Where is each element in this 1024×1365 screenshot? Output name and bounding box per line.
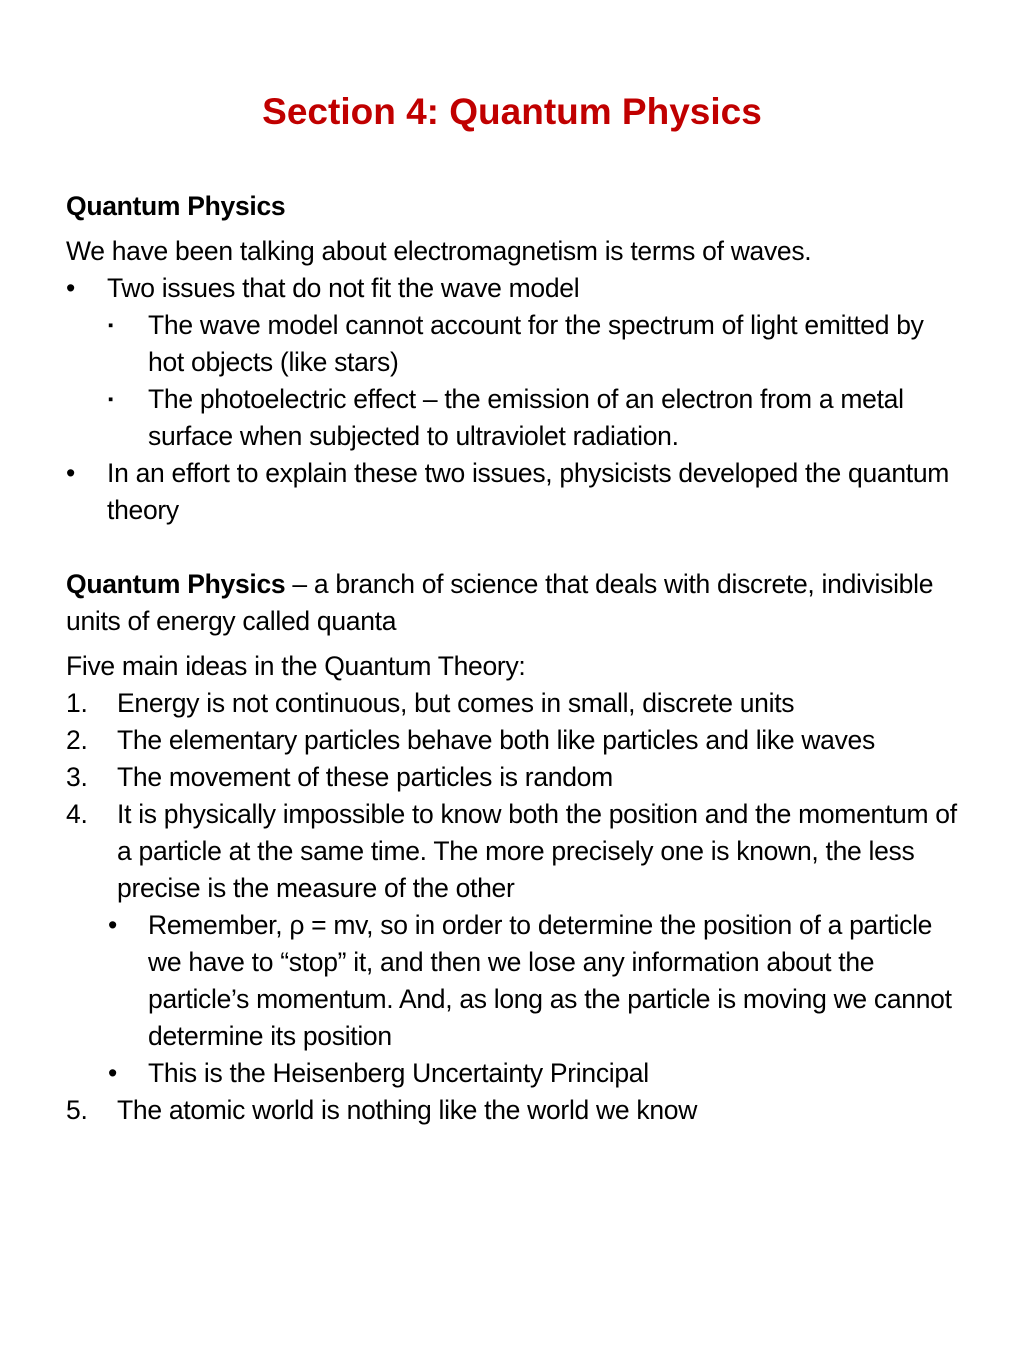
page-title: Section 4: Quantum Physics	[262, 91, 762, 132]
definition-term: Quantum Physics	[66, 569, 286, 599]
bullet-marker: •	[108, 910, 117, 940]
numbered-item	[66, 796, 966, 907]
numbered-item	[66, 685, 966, 722]
numbered-item	[66, 759, 966, 796]
item-text: The elementary particles behave both like particles and like waves	[117, 725, 875, 755]
spacer	[66, 529, 966, 566]
item-text: It is physically impossible to know both the position and the momentum of a particle at the same time. The more precisely one is known, the less precise is the measure of the other	[117, 799, 957, 903]
numbered-item	[66, 1092, 966, 1129]
square-bullet-marker: ▪	[108, 317, 114, 334]
sub-bullet-item	[66, 381, 966, 455]
square-bullet-marker: ▪	[108, 391, 114, 408]
bullet-item	[66, 455, 966, 529]
slide-body	[66, 188, 966, 1129]
sub-bullet-text: This is the Heisenberg Uncertainty Principal	[148, 1058, 649, 1088]
numbered-item	[66, 722, 966, 759]
sub-bullet-item	[66, 307, 966, 381]
item-number: 5.	[66, 1095, 88, 1125]
intro-text: We have been talking about electromagnetism is terms of waves.	[66, 236, 812, 266]
bullet-item	[66, 270, 966, 307]
sub-bullet-text: The wave model cannot account for the spectrum of light emitted by hot objects (like stars)	[148, 310, 924, 377]
bullet-marker: •	[66, 458, 75, 488]
bullet-text: Two issues that do not fit the wave model	[107, 273, 580, 303]
item-number: 2.	[66, 725, 88, 755]
item-number: 3.	[66, 762, 88, 792]
item-text: Energy is not continuous, but comes in small, discrete units	[117, 688, 795, 718]
sub-bullet-item	[66, 907, 966, 1055]
sub-bullet-item	[66, 1055, 966, 1092]
sub-bullet-text: The photoelectric effect – the emission of an electron from a metal surface when subjected to ultraviolet radiation.	[148, 384, 904, 451]
sub-bullet-text: Remember, ρ = mv, so in order to determine the position of a particle we have to “stop” it, and then we lose any information about the particle’s momentum. And, as long as the particle is moving we cannot determine its position	[148, 910, 952, 1051]
definition-text: – a branch of science that deals with discrete, indivisible units of energy called quanta	[66, 569, 934, 636]
bullet-marker: •	[108, 1058, 117, 1088]
bullet-text: In an effort to explain these two issues, physicists developed the quantum theory	[107, 458, 950, 525]
item-text: The movement of these particles is random	[117, 762, 613, 792]
item-number: 4.	[66, 799, 88, 829]
ideas-intro: Five main ideas in the Quantum Theory:	[66, 651, 526, 681]
bullet-marker: •	[66, 273, 75, 303]
section-heading: Quantum Physics	[66, 191, 286, 221]
item-text: The atomic world is nothing like the world we know	[117, 1095, 698, 1125]
definition	[66, 566, 966, 640]
item-number: 1.	[66, 688, 88, 718]
